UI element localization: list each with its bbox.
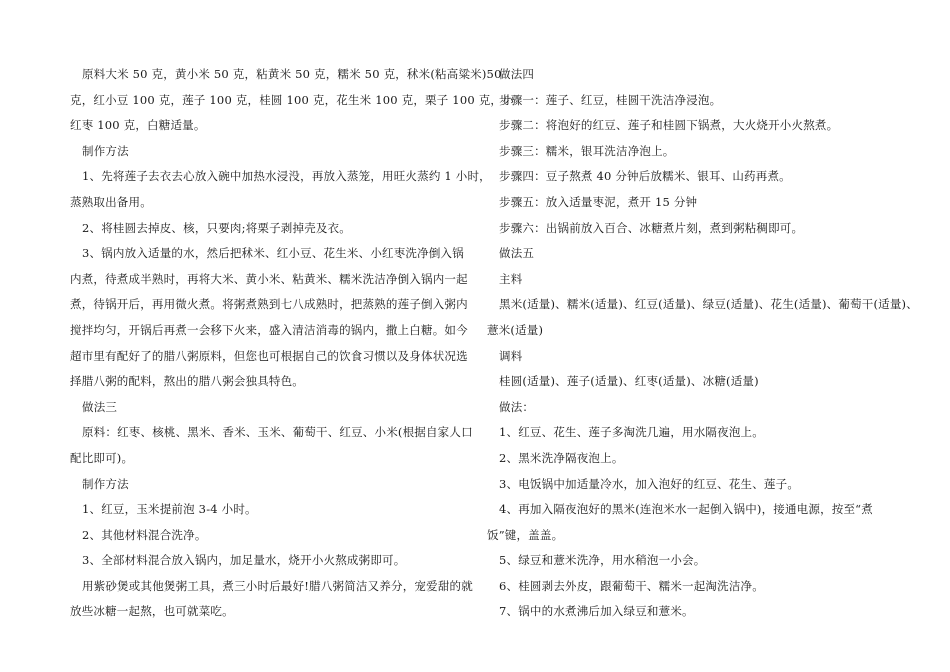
text-line: 用紫砂煲或其他煲粥工具，煮三小时后最好!腊八粥简洁又养分，宠爱甜的就 xyxy=(82,578,473,593)
text-line: 放些冰糖一起熬，也可就菜吃。 xyxy=(70,604,234,619)
text-line: 3、电饭锅中加适量冷水，加入泡好的红豆、花生、莲子。 xyxy=(499,476,800,491)
text-line: 制作方法 xyxy=(82,143,129,158)
text-line: 红枣 100 克，白糖适量。 xyxy=(70,118,206,133)
text-line: 原料大米 50 克，黄小米 50 克，粘黄米 50 克，糯米 50 克，秫米(粘高粱米)50 xyxy=(82,67,502,81)
text-line: 3、全部材料混合放入锅内，加足量水，烧开小火熬成粥即可。 xyxy=(82,553,406,568)
text-line: 主料 xyxy=(499,271,523,286)
text-line: 1、红豆、花生、莲子多淘洗几遍，用水隔夜泡上。 xyxy=(499,425,764,440)
text-line: 搅拌均匀，开锅后再煮一会移下火来，盛入清洁消毒的锅内，撒上白糖。如今 xyxy=(70,322,468,337)
text-line: 2、黑米洗净隔夜泡上。 xyxy=(499,450,624,465)
text-line: 4、再加入隔夜泡好的黑米(连泡米水一起倒入锅中)，接通电源，按至“煮 xyxy=(499,502,873,517)
text-line: 1、红豆，玉米提前泡 3-4 小时。 xyxy=(82,502,257,517)
text-line: 原料：红枣、核桃、黑米、香米、玉米、葡萄干、红豆、小米(根据自家人口 xyxy=(82,425,473,440)
right-text-column xyxy=(487,62,918,625)
text-line: 步骤四：豆子熬煮 40 分钟后放糯米、银耳、山药再煮。 xyxy=(499,169,791,184)
text-line: 2、将桂圆去掉皮、核，只要肉;将栗子剥掉壳及衣。 xyxy=(82,220,351,235)
text-line: 桂圆(适量)、莲子(适量)、红枣(适量)、冰糖(适量) xyxy=(499,374,759,389)
text-line: 步骤一：莲子、红豆，桂圆干洗洁净浸泡。 xyxy=(499,92,722,107)
text-line: 内煮，待煮成半熟时，再将大米、黄小米、粘黄米、糯米洗洁净倒入锅内一起 xyxy=(70,271,468,286)
text-line: 做法五 xyxy=(499,246,535,261)
text-line: 黑米(适量)、糯米(适量)、红豆(适量)、绿豆(适量)、花生(适量)、葡萄干(适量)、 xyxy=(499,297,918,312)
text-line: 超市里有配好了的腊八粥原料，但您也可根据自己的饮食习惯以及身体状况选 xyxy=(70,348,468,363)
text-line: 3、锅内放入适量的水，然后把秫米、红小豆、花生米、小红枣洗净倒入锅 xyxy=(82,246,464,261)
text-line: 饭”键，盖盖。 xyxy=(487,527,564,542)
text-line: 蒸熟取出备用。 xyxy=(70,194,152,209)
text-line: 做法三 xyxy=(82,399,118,414)
text-line: 择腊八粥的配料，熬出的腊八粥会独具特色。 xyxy=(70,374,304,389)
text-line: 步骤二：将泡好的红豆、莲子和桂圆下锅煮，大火烧开小火熬煮。 xyxy=(499,118,839,133)
text-line: 煮，待锅开后，再用微火煮。将粥煮熟到七八成熟时，把蒸熟的莲子倒入粥内 xyxy=(70,297,468,312)
text-line: 薏米(适量) xyxy=(487,322,544,337)
text-line: 步骤三：糯米，银耳洗洁净泡上。 xyxy=(499,143,675,158)
text-line: 步骤五：放入适量枣泥，煮开 15 分钟 xyxy=(499,194,698,209)
text-line: 1、先将莲子去衣去心放入碗中加热水浸没，再放入蒸笼，用旺火蒸约 1 小时， xyxy=(82,169,491,184)
text-line: 2、其他材料混合洗净。 xyxy=(82,527,207,542)
text-line: 做法： xyxy=(499,399,535,414)
text-line: 6、桂圆剥去外皮，跟葡萄干、糯米一起淘洗洁净。 xyxy=(499,578,764,593)
text-line: 做法四 xyxy=(499,67,535,81)
text-line: 步骤六：出锅前放入百合、冰糖煮片刻，煮到粥粘稠即可。 xyxy=(499,220,804,235)
text-line: 5、绿豆和薏米洗净，用水稍泡一小会。 xyxy=(499,553,706,568)
text-line: 7、锅中的水煮沸后加入绿豆和薏米。 xyxy=(499,604,694,619)
text-line: 调料 xyxy=(499,348,523,363)
text-line: 配比即可)。 xyxy=(70,450,134,465)
text-line: 克，红小豆 100 克，莲子 100 克，桂圆 100 克，花生米 100 克，栗子 100 克，小 xyxy=(70,92,514,107)
text-line: 制作方法 xyxy=(82,476,129,491)
